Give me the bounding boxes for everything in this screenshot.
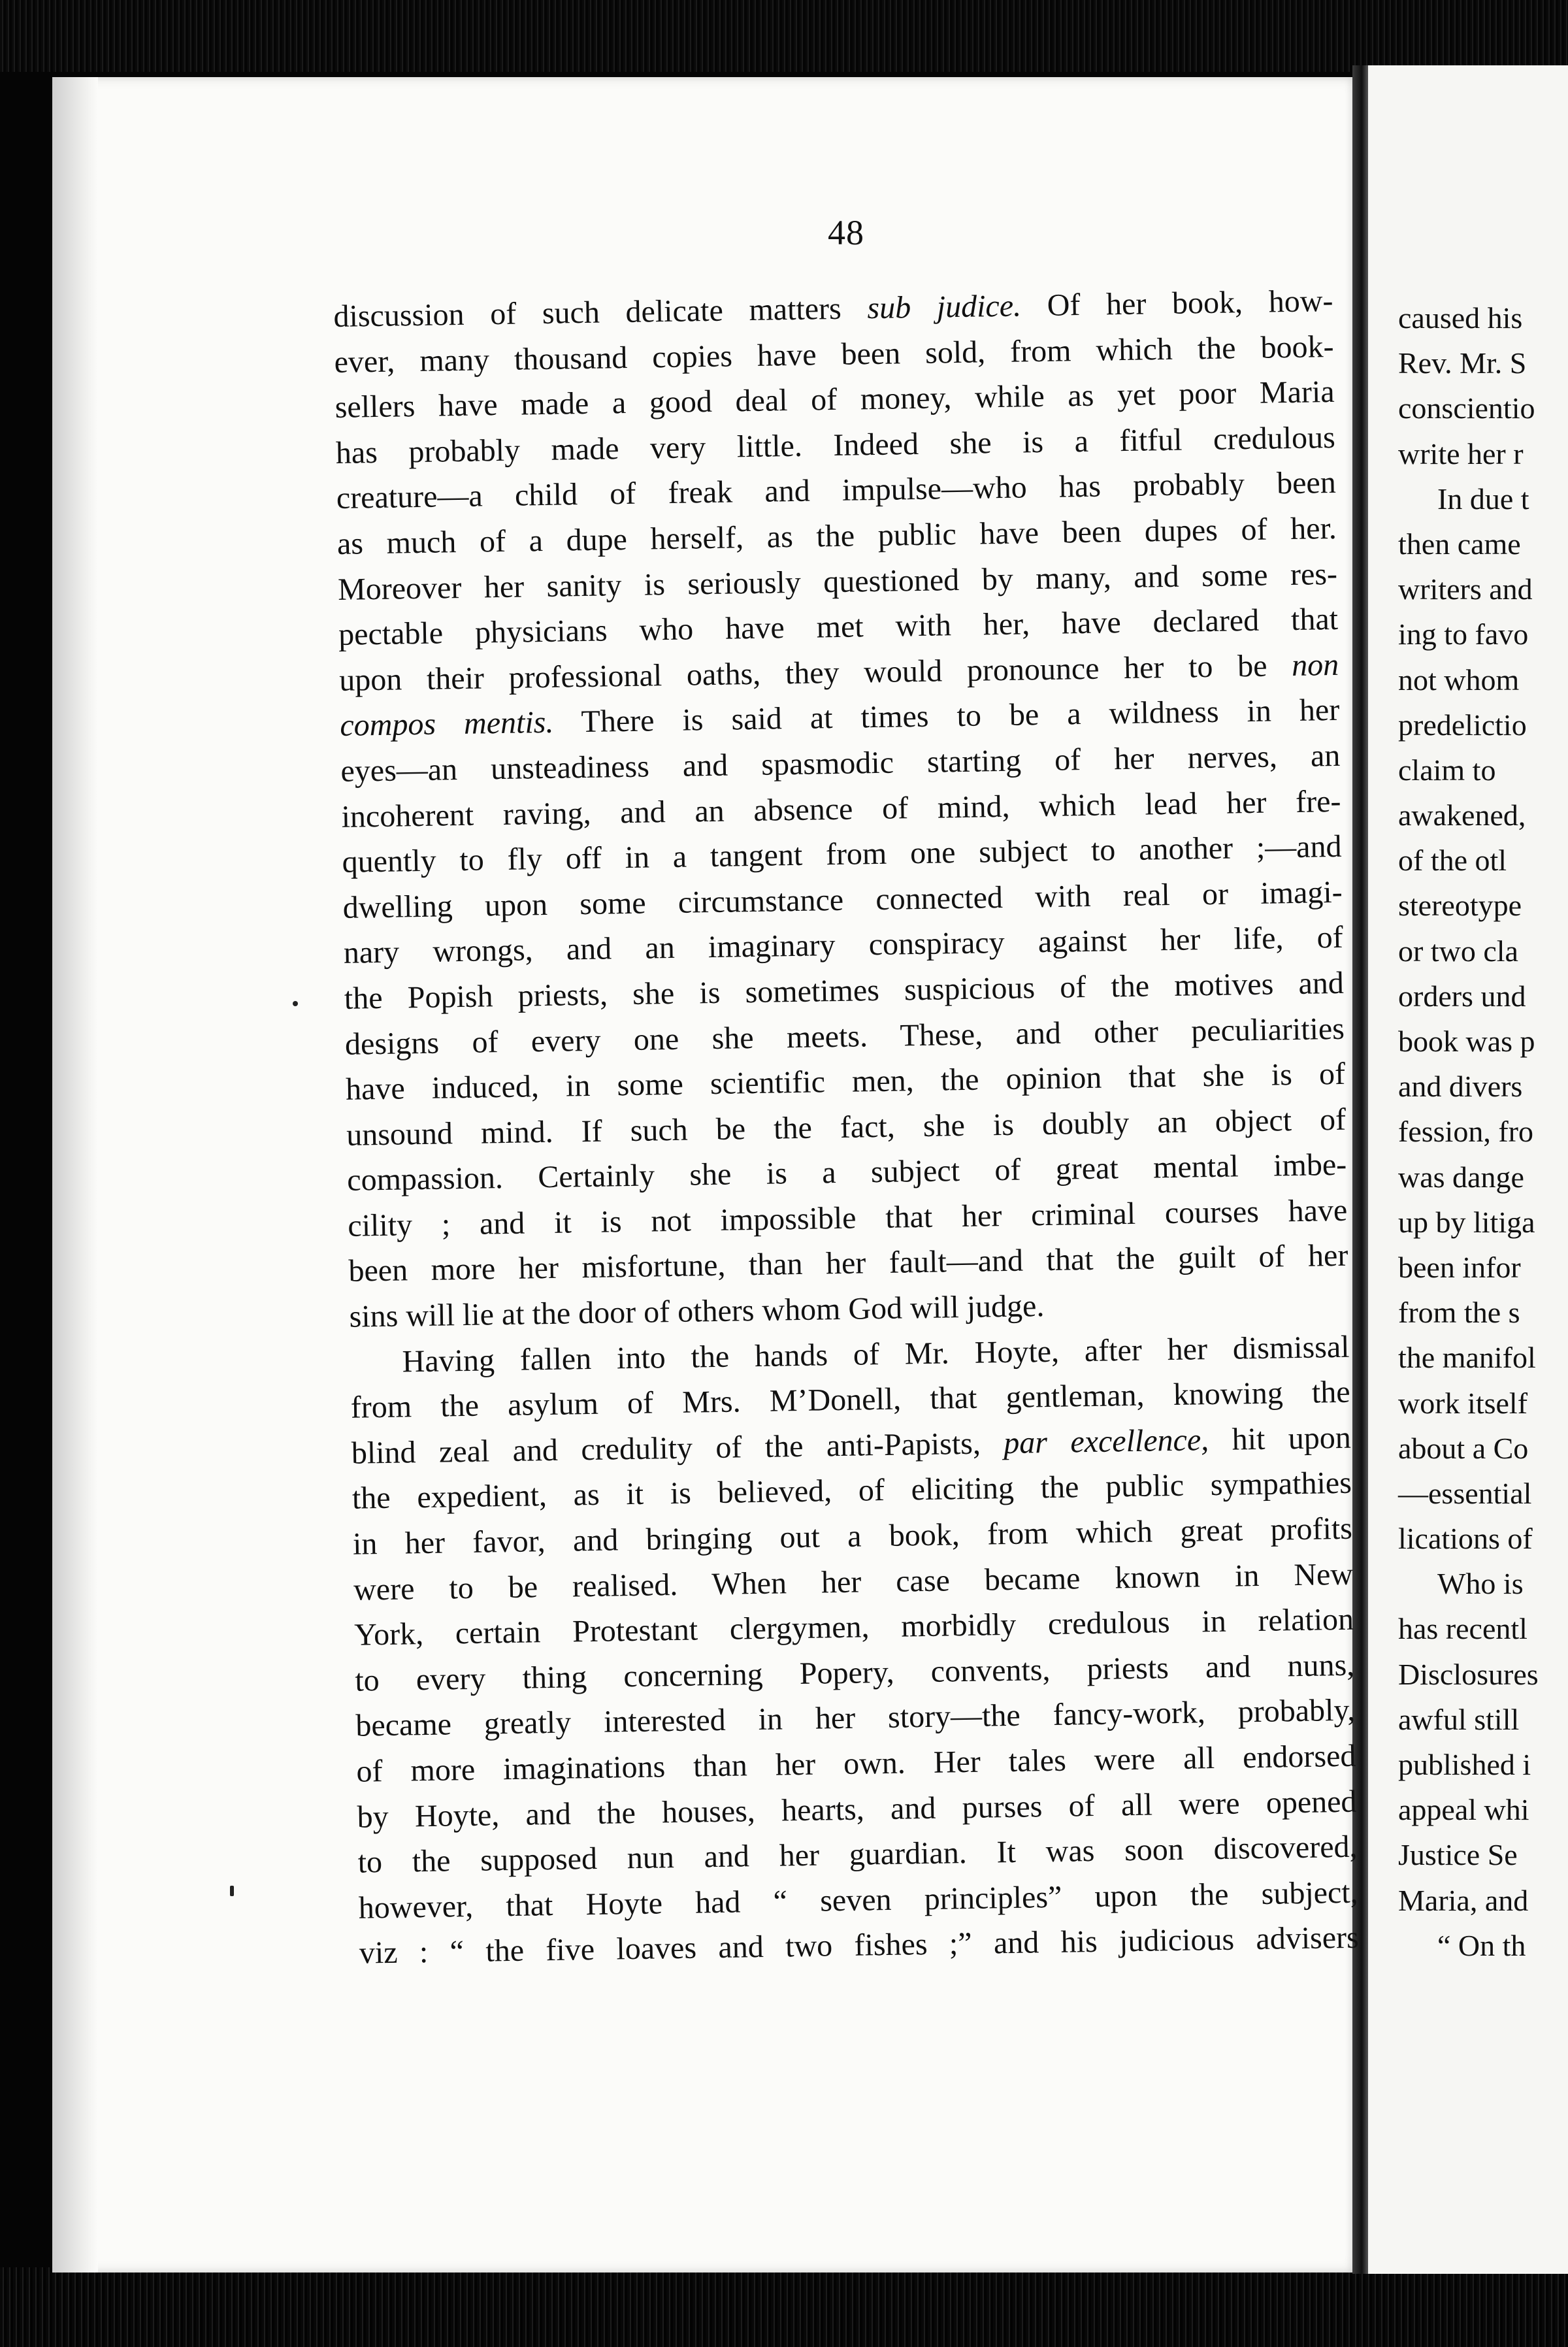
- paragraph: [333, 278, 1369, 1339]
- right-page-line: lications of: [1398, 1522, 1533, 1556]
- right-page-line: from the s: [1398, 1296, 1520, 1330]
- text-run: the expedient, as it is believed, of eliciting the public sympathies: [351, 1466, 1352, 1517]
- text-run: blind zeal and credulity of the anti-Papists,: [351, 1425, 1004, 1471]
- text-run: unsound mind. If such be the fact, she is doubly an object of: [346, 1102, 1347, 1153]
- text-run: Having fallen into the hands of Mr. Hoyte, after her dismissal: [402, 1329, 1350, 1379]
- text-run: designs of every one she meets. These, and other peculiarities: [344, 1011, 1345, 1062]
- text-run: ever, many thousand copies have been sold, from which the book-: [334, 329, 1334, 380]
- ink-speck: [230, 1886, 234, 1896]
- text-run: sins will lie at the door of others whom God will judge.: [349, 1288, 1045, 1334]
- text-run: Moreover her sanity is seriously questioned by many, and some res-: [337, 556, 1338, 607]
- text-run: viz : “ the five loaves and two fishes ;” and his judicious advisers: [359, 1920, 1360, 1971]
- right-page-line: up by litiga: [1398, 1205, 1535, 1239]
- text-run: have induced, in some scientific men, the opinion that she is of: [345, 1056, 1346, 1107]
- right-page-line: orders und: [1398, 979, 1526, 1013]
- text-run: were to be realised. When her case became known in New: [353, 1556, 1354, 1607]
- text-run: the Popish priests, she is sometimes suspicious of the motives and: [344, 965, 1345, 1016]
- right-page-line: been infor: [1398, 1250, 1521, 1284]
- text-run: from the asylum of Mrs. M’Donell, that gentleman, knowing the: [350, 1375, 1351, 1426]
- text-run: York, certain Protestant clergymen, morbidly credulous in relation: [353, 1601, 1354, 1652]
- text-run: became greatly interested in her story—the fancy-work, probably,: [355, 1693, 1356, 1744]
- right-page-line: claim to: [1398, 753, 1496, 787]
- right-page-line: then came: [1398, 527, 1521, 561]
- italic-phrase: compos mentis.: [339, 705, 554, 744]
- text-run: of more imaginations than her own. Her tales were all endorsed: [356, 1738, 1356, 1789]
- text-run: been more her misfortune, than her fault—and that the guilt of her: [348, 1238, 1348, 1289]
- right-page-line: of the otl: [1398, 844, 1507, 878]
- text-run: by Hoyte, and the houses, hearts, and purses of all were opened: [357, 1784, 1357, 1835]
- right-page-line: “ On th: [1437, 1928, 1526, 1962]
- text-run: quently to fly off in a tangent from one subject to another ;—and: [342, 829, 1342, 880]
- left-page-edge: [52, 77, 98, 2273]
- text-run: to the supposed nun and her guardian. It was soon discovered,: [357, 1829, 1358, 1880]
- right-page-line: appeal whi: [1398, 1793, 1529, 1827]
- italic-phrase: non: [1291, 647, 1339, 683]
- italic-phrase: sub judice.: [866, 288, 1022, 326]
- right-page-line: stereotype: [1398, 889, 1522, 923]
- right-page-line: awakened,: [1398, 798, 1526, 832]
- page-number: 48: [828, 213, 864, 252]
- right-page-line: was dange: [1398, 1160, 1524, 1194]
- paragraph: [350, 1324, 1379, 1977]
- right-page-line: Maria, and: [1398, 1883, 1529, 1917]
- right-page-line: the manifol: [1398, 1341, 1536, 1375]
- right-page-line: not whom: [1398, 663, 1520, 697]
- text-run: incoherent raving, and an absence of mind, which lead her fre-: [341, 783, 1341, 834]
- text-run: sellers have made a good deal of money, while as yet poor Maria: [335, 374, 1335, 425]
- right-page-line: Who is: [1437, 1567, 1524, 1601]
- right-page-line: published i: [1398, 1748, 1531, 1781]
- right-page-line: predelictio: [1398, 708, 1527, 742]
- text-run: pectable physicians who have met with her, have declared that: [338, 602, 1339, 653]
- right-page-line: Disclosures: [1398, 1657, 1539, 1691]
- text-run: Of her book, how-: [1021, 283, 1333, 323]
- right-page-line: awful still: [1398, 1702, 1520, 1736]
- right-page-line: —essential: [1398, 1476, 1532, 1510]
- right-page-line: conscientio: [1398, 391, 1535, 425]
- text-run: nary wrongs, and an imaginary conspiracy against her life, of: [343, 920, 1344, 971]
- right-page-line: Justice Se: [1398, 1838, 1518, 1872]
- text-run: to every thing concerning Popery, convents, priests and nuns,: [354, 1647, 1355, 1698]
- right-page-line: work itself: [1398, 1386, 1528, 1420]
- right-page-line: about a Co: [1398, 1431, 1529, 1465]
- text-run: There is said at times to be a wildness in her: [553, 693, 1340, 740]
- text-run: cility ; and it is not impossible that her criminal courses have: [347, 1192, 1348, 1243]
- right-page-line: Rev. Mr. S: [1398, 346, 1527, 380]
- body-text: [333, 278, 1379, 1976]
- right-page-line: and divers: [1398, 1070, 1523, 1104]
- right-page-line: In due t: [1437, 482, 1529, 516]
- italic-phrase: par excellence,: [1003, 1422, 1209, 1460]
- text-run: in her favor, and bringing out a book, from which great profits: [352, 1511, 1353, 1562]
- scan-top-edge: [0, 0, 1568, 72]
- text-run: eyes—an unsteadiness and spasmodic starting of her nerves, an: [340, 738, 1341, 789]
- right-page-line: or two cla: [1398, 934, 1518, 968]
- right-page: [1368, 65, 1568, 2274]
- right-page-line: fession, fro: [1398, 1115, 1533, 1149]
- text-run: creature—a child of freak and impulse—who has probably been: [336, 465, 1337, 516]
- ink-speck: [293, 1001, 298, 1006]
- right-page-line: has recentl: [1398, 1612, 1527, 1646]
- text-run: compassion. Certainly she is a subject of great mental imbe-: [346, 1147, 1347, 1198]
- text-run: however, that Hoyte had “ seven principles” upon the subject,: [358, 1875, 1359, 1926]
- text-run: dwelling upon some circumstance connected with real or imagi-: [342, 874, 1343, 925]
- text-run: hit upon: [1208, 1420, 1352, 1458]
- scan-bottom-edge: [0, 2267, 1568, 2347]
- right-page-text: [1398, 295, 1568, 1968]
- right-page-line: caused his: [1398, 301, 1523, 335]
- right-page-line: book was p: [1398, 1025, 1535, 1058]
- text-run: as much of a dupe herself, as the public have been dupes of her.: [336, 510, 1337, 561]
- right-page-line: writers and: [1398, 572, 1533, 606]
- text-run: has probably made very little. Indeed she is a fitful credulous: [335, 419, 1336, 470]
- right-page-line: ing to favo: [1398, 617, 1529, 651]
- text-run: upon their professional oaths, they would pronounce her to be: [338, 648, 1292, 698]
- right-page-line: write her r: [1398, 436, 1524, 470]
- text-run: discussion of such delicate matters: [333, 291, 868, 334]
